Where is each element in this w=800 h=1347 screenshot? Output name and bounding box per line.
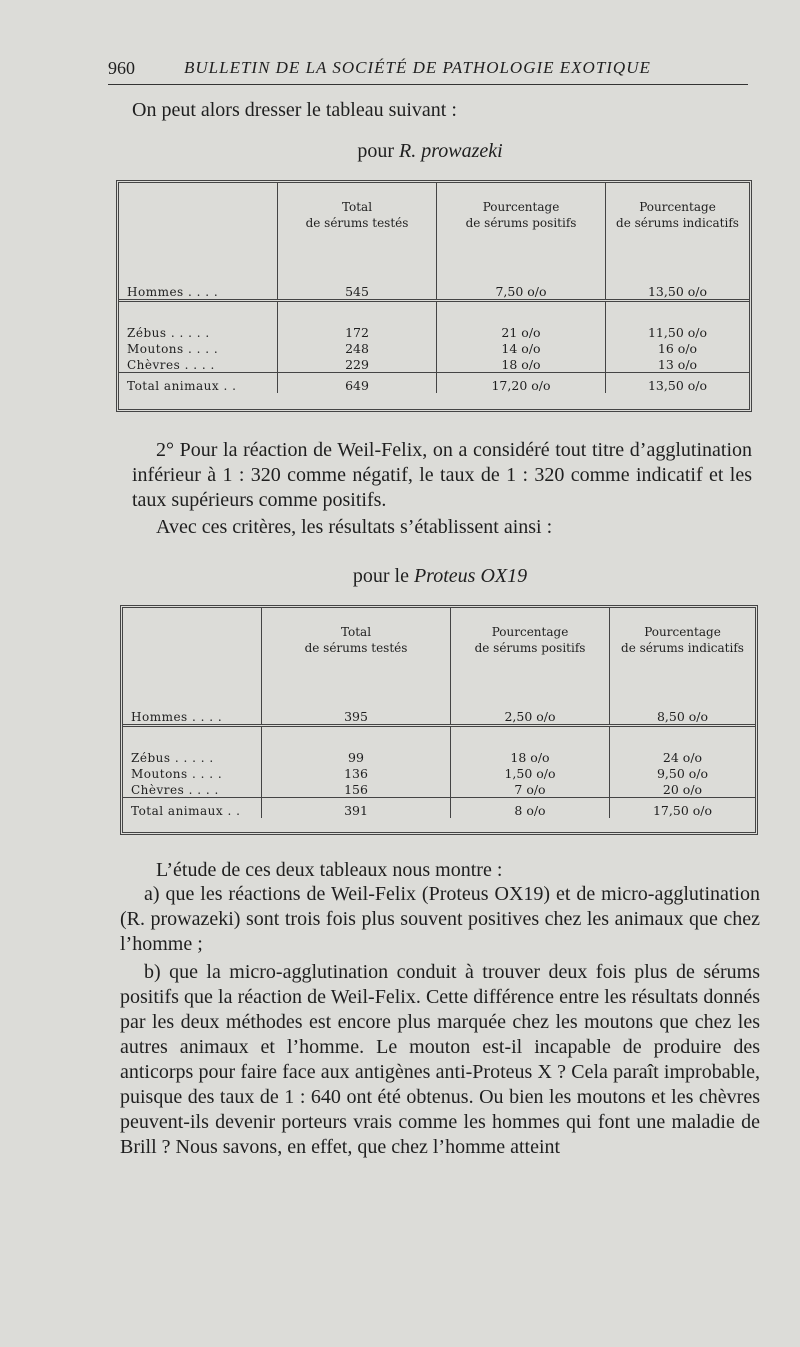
table1-caption-prefix: pour (357, 140, 399, 162)
row-label: Zébus . . . . . (131, 751, 214, 765)
cell-indicative: 13,50 o/o (606, 269, 750, 301)
paragraph-point-a: a) que les réactions de Weil-Felix (Proteus OX19) et de micro-agglutination (R. prowazeki) sont trois fois plus souvent positives chez les animaux que chez l’homme ; (120, 883, 760, 955)
cell-indicative: 13 o/o (606, 356, 750, 373)
table-row (123, 694, 755, 726)
cell-total: 248 (278, 340, 437, 356)
row-label: Hommes . . . . (119, 269, 278, 301)
cell-total: 229 (278, 356, 437, 373)
table1-grid (119, 183, 749, 393)
row-label: Total animaux . . (123, 798, 262, 819)
cell-positive: 17,20 o/o (437, 373, 606, 394)
cell-positive: 7 o/o (451, 781, 610, 798)
running-title: BULLETIN DE LA SOCIÉTÉ DE PATHOLOGIE EXOTIQUE (184, 58, 651, 77)
cell-total: 99 (262, 749, 451, 765)
page-header (108, 52, 748, 82)
row-label: Total animaux . . (119, 373, 278, 394)
paragraph-study: L’étude de ces deux tableaux nous montre : (156, 859, 503, 881)
cell-total: 545 (278, 269, 437, 301)
table2-grid (123, 608, 755, 818)
cell-positive: 7,50 o/o (437, 269, 606, 301)
paragraph-point-b: b) que la micro-agglutination conduit à trouver deux fois plus de sérums positifs que la réaction de Weil-Felix. Cette différence entre les résultats donnés par les deux méthodes est encore plus marquée chez les moutons que chez les autres animaux et l’homme. Le mouton est-il incapable de produire des anticorps pour faire face aux antigènes anti-Proteus X ? Cela paraît improbable, puisque des taux de 1 : 640 ont été obtenus. Ou bien les moutons et les chèvres peuvent-ils devenir porteurs vrais comme les hommes qui font une maladie de Brill ? Nous savons, en effet, que chez l’homme atteint (120, 961, 760, 1158)
table-gap-row (123, 726, 755, 750)
paragraph-weil-felix: 2° Pour la réaction de Weil-Felix, on a considéré tout titre d’agglutination inférieur à 1 : 320 comme négatif, le taux de 1 : 320 comme indicatif et les taux supérieurs comme positifs. (132, 439, 752, 511)
row-label: Chèvres . . . . (127, 358, 215, 372)
table2-caption-prefix: pour le (352, 565, 414, 587)
table-row (119, 356, 749, 373)
row-label: Chèvres . . . . (131, 783, 219, 797)
cell-total: 156 (262, 781, 451, 798)
cell-indicative: 24 o/o (610, 749, 756, 765)
cell-indicative: 20 o/o (610, 781, 756, 798)
table1 (116, 180, 752, 412)
table1-col-total: Total de sérums testés (278, 183, 437, 269)
table-row (123, 765, 755, 781)
cell-indicative: 17,50 o/o (610, 798, 756, 819)
intro-paragraph: On peut alors dresser le tableau suivant : (132, 99, 457, 121)
cell-positive: 2,50 o/o (451, 694, 610, 726)
row-label: Zébus . . . . . (127, 326, 210, 340)
cell-positive: 8 o/o (451, 798, 610, 819)
table2-corner (123, 608, 262, 694)
cell-positive: 18 o/o (437, 356, 606, 373)
cell-indicative: 16 o/o (606, 340, 750, 356)
table2-col-positive: Pourcentage de sérums positifs (451, 608, 610, 694)
table1-col-indicative: Pourcentage de sérums indicatifs (606, 183, 750, 269)
row-label: Moutons . . . . (127, 342, 219, 356)
table-row (119, 373, 749, 394)
table-row (123, 798, 755, 819)
table1-corner (119, 183, 278, 269)
header-rule (108, 84, 748, 85)
cell-positive: 14 o/o (437, 340, 606, 356)
cell-total: 395 (262, 694, 451, 726)
row-label: Hommes . . . . (123, 694, 262, 726)
cell-total: 391 (262, 798, 451, 819)
table1-caption-name: R. prowazeki (398, 140, 503, 162)
table-row (123, 781, 755, 798)
cell-total: 172 (278, 324, 437, 340)
cell-positive: 1,50 o/o (451, 765, 610, 781)
cell-indicative: 9,50 o/o (610, 765, 756, 781)
table1-header-row (119, 183, 749, 269)
paragraph-criteria: Avec ces critères, les résultats s’établissent ainsi : (156, 516, 553, 538)
table-row (119, 269, 749, 301)
row-label: Moutons . . . . (131, 767, 223, 781)
cell-indicative: 13,50 o/o (606, 373, 750, 394)
cell-positive: 18 o/o (451, 749, 610, 765)
table1-col-positive: Pourcentage de sérums positifs (437, 183, 606, 269)
table-gap-row (119, 301, 749, 325)
table2-col-indicative: Pourcentage de sérums indicatifs (610, 608, 756, 694)
table2 (120, 605, 758, 835)
table2-col-total: Total de sérums testés (262, 608, 451, 694)
cell-total: 649 (278, 373, 437, 394)
cell-positive: 21 o/o (437, 324, 606, 340)
cell-indicative: 8,50 o/o (610, 694, 756, 726)
table-row (119, 324, 749, 340)
table1-caption (300, 140, 560, 163)
cell-total: 136 (262, 765, 451, 781)
table-row (119, 340, 749, 356)
table2-caption (300, 565, 580, 588)
table-row (123, 749, 755, 765)
page-number: 960 (108, 58, 135, 78)
table2-caption-name: Proteus OX19 (413, 565, 528, 587)
cell-indicative: 11,50 o/o (606, 324, 750, 340)
table2-header-row (123, 608, 755, 694)
